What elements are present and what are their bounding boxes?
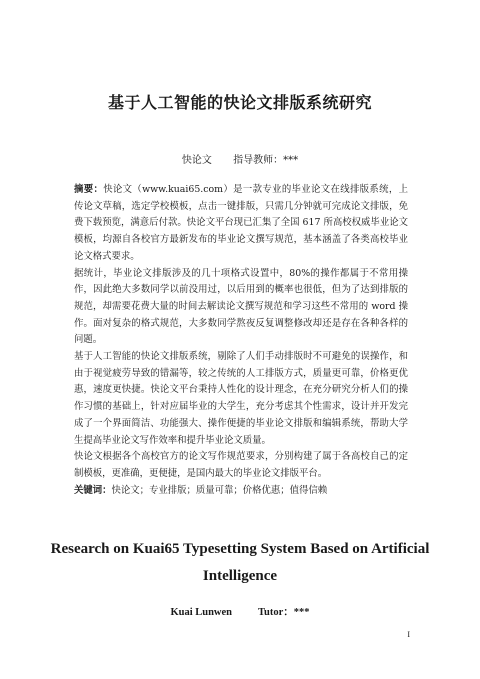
abstract-paragraph-2: 据统计，毕业论文排版涉及的几十项格式设置中，80%的操作都属于不常用操作，因此绝大多数同学以前没用过，以后用到的概率也很低，但为了达到排版的规范，却需要花费大量的时间去解读论文撰写规范和学习这些不常用的 word 操作。面对复杂的格式规范，大多数同学熬夜反复调整修改却还是存在各种各样的问题。 <box>74 267 408 346</box>
abstract-block <box>74 182 408 499</box>
keywords-label: 关键词： <box>74 484 112 496</box>
keywords-line <box>74 483 408 500</box>
abstract-paragraph-1 <box>74 182 408 266</box>
english-title: Research on Kuai65 Typesetting System Based on Artificial Intelligence <box>50 541 430 584</box>
chinese-author: 快论文 <box>181 155 212 166</box>
abstract-paragraph-4: 快论文根据各个高校官方的论文写作规范要求，分别构建了属于各高校自己的定制模板，更准确，更便捷，是国内最大的毕业论文排版平台。 <box>74 451 408 479</box>
english-advisor: Tutor：*** <box>258 607 310 618</box>
chinese-author-line <box>0 151 480 166</box>
abstract-paragraph-3: 基于人工智能的快论文排版系统，剔除了人们手动排版时不可避免的误操作，和由于视觉疲劳导致的错漏等，较之传统的人工排版方式，质量更可靠，价格更优惠，速度更快捷。快论文平台秉持人性化的设计理念，在充分研究分析人们的操作习惯的基础上，针对应届毕业的大学生，充分考虑其个性需求，设计并开发完成了一个界面简洁、功能强大、操作便捷的毕业论文排版和编辑系统，帮助大学生提高毕业论文写作效率和提升毕业论文质量。 <box>74 351 408 446</box>
chinese-advisor: 指导教师：*** <box>233 155 299 166</box>
abstract-label: 摘要： <box>74 184 104 195</box>
keywords-text: 快论文；专业排版；质量可靠；价格优惠；值得信赖 <box>111 484 328 496</box>
english-author-line <box>0 604 480 619</box>
chinese-title: 基于人工智能的快论文排版系统研究 <box>107 93 372 112</box>
english-author: Kuai Lunwen <box>170 607 233 618</box>
abstract-text-1: 快论文（www.kuai65.com）是一款专业的毕业论文在线排版系统，上传论文草稿，选定学校模板，点击一键排版，只需几分钟就可完成论文排版，免费下载预览，满意后付款。快论文平台现已汇集了全国 617 所高校权威毕业论文模板，均源自各校官方最新发布的毕业论文撰写规范，基本涵盖了各类高校毕业论文格式要求。 <box>74 184 408 262</box>
page-number: I <box>407 630 410 639</box>
